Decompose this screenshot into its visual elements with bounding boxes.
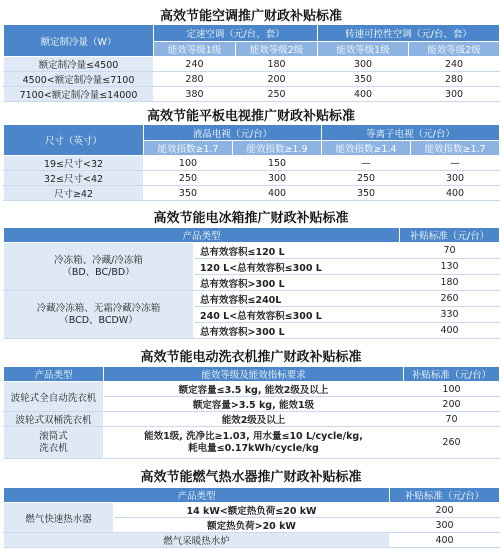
cell: 240	[409, 57, 500, 72]
cell: 280	[154, 72, 236, 87]
cell: 350	[318, 72, 409, 87]
row-label: 7100<额定制冷量≤14000	[4, 87, 154, 102]
row-label: 额定制冷量≤4500	[4, 57, 154, 72]
tv-title: 高效节能平板电视推广财政补贴标准	[146, 109, 355, 124]
heater-title: 高效节能燃气热水器推广财政补贴标准	[140, 470, 362, 485]
heater-table	[3, 487, 500, 548]
cell: 总有效容积>300 L	[194, 275, 400, 291]
cell: —	[322, 156, 411, 171]
ac-col-fixed: 定速空调（元/台、套）	[154, 25, 318, 42]
cell: 400	[400, 323, 500, 339]
cell: 150	[233, 156, 322, 171]
table-row	[4, 412, 500, 427]
cell: 250	[322, 171, 411, 186]
row-label: 尺寸≥42	[4, 186, 144, 201]
table-row	[4, 171, 500, 186]
cell: 250	[236, 87, 318, 102]
cell: 总有效容积>300 L	[194, 323, 400, 339]
tv-col-lcd: 液晶电视（元/台）	[144, 125, 322, 141]
cell: 200	[236, 72, 318, 87]
cell: 能效2级及以上	[104, 412, 404, 427]
tv-table	[3, 124, 500, 201]
cell: 350	[144, 186, 233, 201]
tv-sub-1: 能效指数≥1.7	[144, 141, 233, 156]
cell: 400	[233, 186, 322, 201]
cell: 240	[154, 57, 236, 72]
ac-sub-3: 能效等级1级	[318, 42, 409, 57]
cell: 300	[233, 171, 322, 186]
fridge-title: 高效节能电冰箱推广财政补贴标准	[153, 211, 349, 226]
washer-type-1: 波轮式全自动洗衣机	[4, 382, 104, 412]
washer-col-subsidy: 补贴标准（元/台）	[404, 367, 500, 382]
table-row	[4, 186, 500, 201]
washer-type-3: 滚筒式 洗衣机	[4, 427, 104, 459]
cell: 250	[144, 171, 233, 186]
cell: 总有效容积≤120 L	[194, 243, 400, 259]
fridge-type-2: 冷藏冷冻箱、无霜冷藏冷冻箱 （BCD、BCDW）	[4, 291, 194, 339]
table-row	[4, 243, 500, 259]
cell: 200	[404, 397, 500, 412]
heater-type-1: 燃气快速热水器	[4, 503, 114, 533]
cell: 能效1级, 洗净比≥1.03, 用水量≤10 L/cycle/kg, 耗电量≤0.17kWh/cycle/kg	[104, 427, 404, 459]
heater-col-subsidy: 补贴标准（元/台）	[390, 488, 500, 503]
ac-title: 高效节能空调推广财政补贴标准	[159, 9, 342, 24]
cell: 350	[322, 186, 411, 201]
cell: 330	[400, 307, 500, 323]
cell: —	[411, 156, 500, 171]
heater-col-type: 产品类型	[4, 488, 390, 503]
ac-col-variable: 转速可控性空调（元/台、套）	[318, 25, 500, 42]
fridge-table	[3, 227, 500, 339]
cell: 总有效容积≤240L	[194, 291, 400, 307]
row-label: 19≤尺寸<32	[4, 156, 144, 171]
cell: 300	[411, 171, 500, 186]
tv-col-plasma: 等离子电视（元/台）	[322, 125, 500, 141]
table-row	[4, 291, 500, 307]
table-row	[4, 156, 500, 171]
cell: 400	[411, 186, 500, 201]
table-row	[4, 87, 500, 102]
cell: 180	[236, 57, 318, 72]
cell: 260	[400, 291, 500, 307]
tv-sub-4: 能效指数≥1.7	[411, 141, 500, 156]
fridge-col-subsidy: 补贴标准（元/台）	[400, 228, 500, 243]
ac-table	[3, 24, 500, 102]
cell: 400	[390, 533, 500, 548]
cell: 70	[400, 243, 500, 259]
cell: 300	[390, 518, 500, 533]
cell: 额定热负荷>20 kW	[114, 518, 390, 533]
washer-col-type: 产品类型	[4, 367, 104, 382]
cell: 400	[318, 87, 409, 102]
cell: 300	[318, 57, 409, 72]
washer-table	[3, 366, 500, 459]
table-row	[4, 382, 500, 397]
fridge-col-type: 产品类型	[4, 228, 400, 243]
cell: 14 kW<额定热负荷≤20 kW	[114, 503, 390, 518]
row-label: 32≤尺寸<42	[4, 171, 144, 186]
table-row	[4, 533, 500, 548]
table-row	[4, 503, 500, 518]
washer-title: 高效节能电动洗衣机推广财政补贴标准	[140, 350, 362, 365]
cell: 260	[404, 427, 500, 459]
tv-sub-3: 能效指数≥1.4	[322, 141, 411, 156]
cell: 100	[404, 382, 500, 397]
cell: 380	[154, 87, 236, 102]
ac-sub-4: 能效等级2级	[409, 42, 500, 57]
cell: 180	[400, 275, 500, 291]
cell: 240 L<总有效容积≤300 L	[194, 307, 400, 323]
tv-col-size: 尺寸（英寸）	[4, 125, 144, 156]
cell: 70	[404, 412, 500, 427]
cell: 200	[390, 503, 500, 518]
ac-sub-1: 能效等级1级	[154, 42, 236, 57]
heater-type-2: 燃气采暖热水炉	[4, 533, 390, 548]
cell: 120 L<总有效容积≤300 L	[194, 259, 400, 275]
washer-type-2: 波轮式双桶洗衣机	[4, 412, 104, 427]
cell: 额定容量≤3.5 kg, 能效2级及以上	[104, 382, 404, 397]
cell: 280	[409, 72, 500, 87]
table-row	[4, 72, 500, 87]
ac-sub-2: 能效等级2级	[236, 42, 318, 57]
cell: 300	[409, 87, 500, 102]
cell: 100	[144, 156, 233, 171]
table-row	[4, 57, 500, 72]
washer-col-req: 能效等级及能效指标要求	[104, 367, 404, 382]
cell: 额定容量>3.5 kg, 能效1级	[104, 397, 404, 412]
ac-col-capacity: 额定制冷量（W）	[4, 25, 154, 57]
table-row	[4, 427, 500, 459]
cell: 130	[400, 259, 500, 275]
fridge-type-1: 冷冻箱、冷藏/冷冻箱 （BD、BC/BD）	[4, 243, 194, 291]
tv-sub-2: 能效指数≥1.9	[233, 141, 322, 156]
row-label: 4500<额定制冷量≤7100	[4, 72, 154, 87]
